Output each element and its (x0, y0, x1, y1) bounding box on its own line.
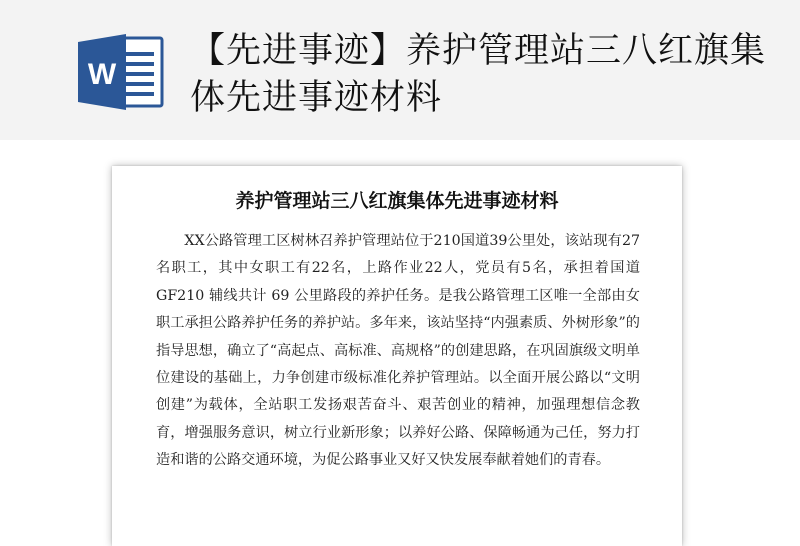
word-document-icon (76, 32, 164, 112)
header-banner (0, 0, 800, 140)
document-page (112, 166, 682, 546)
word-icon-letter: W (87, 58, 117, 91)
page-title: 【先进事迹】养护管理站三八红旗集体先进事迹材料 (190, 31, 767, 118)
document-title: 养护管理站三八红旗集体先进事迹材料 (235, 190, 559, 212)
document-body: XX公路管理工区树林召养护管理站位于210国道39公里处，该站现有27名职工，其中女职工有22名，上路作业22人，党员有5名，承担着国道 GF210 辅线共计 69 公里路段的养护任务。是我公路管理工区唯一全部由女职工承担公路养护任务的养护站。多年来，该站坚持“内强素质、外树形象”的指导思想，确立了“高起点、高标准、高规格”的创建思路，在巩固旗级文明单位建设的基础上，力争创建市级标准化养护管理站。以全面开展公路以“文明创建”为载体，全站职工发扬艰苦奋斗、艰苦创业的精神，加强理想信念教育，增强服务意识，树立行业新形象；以养好公路、保障畅通为己任，努力打造和谐的公路交通环境，为促公路事业又好又快发展奉献着她们的青春。 (156, 233, 640, 469)
